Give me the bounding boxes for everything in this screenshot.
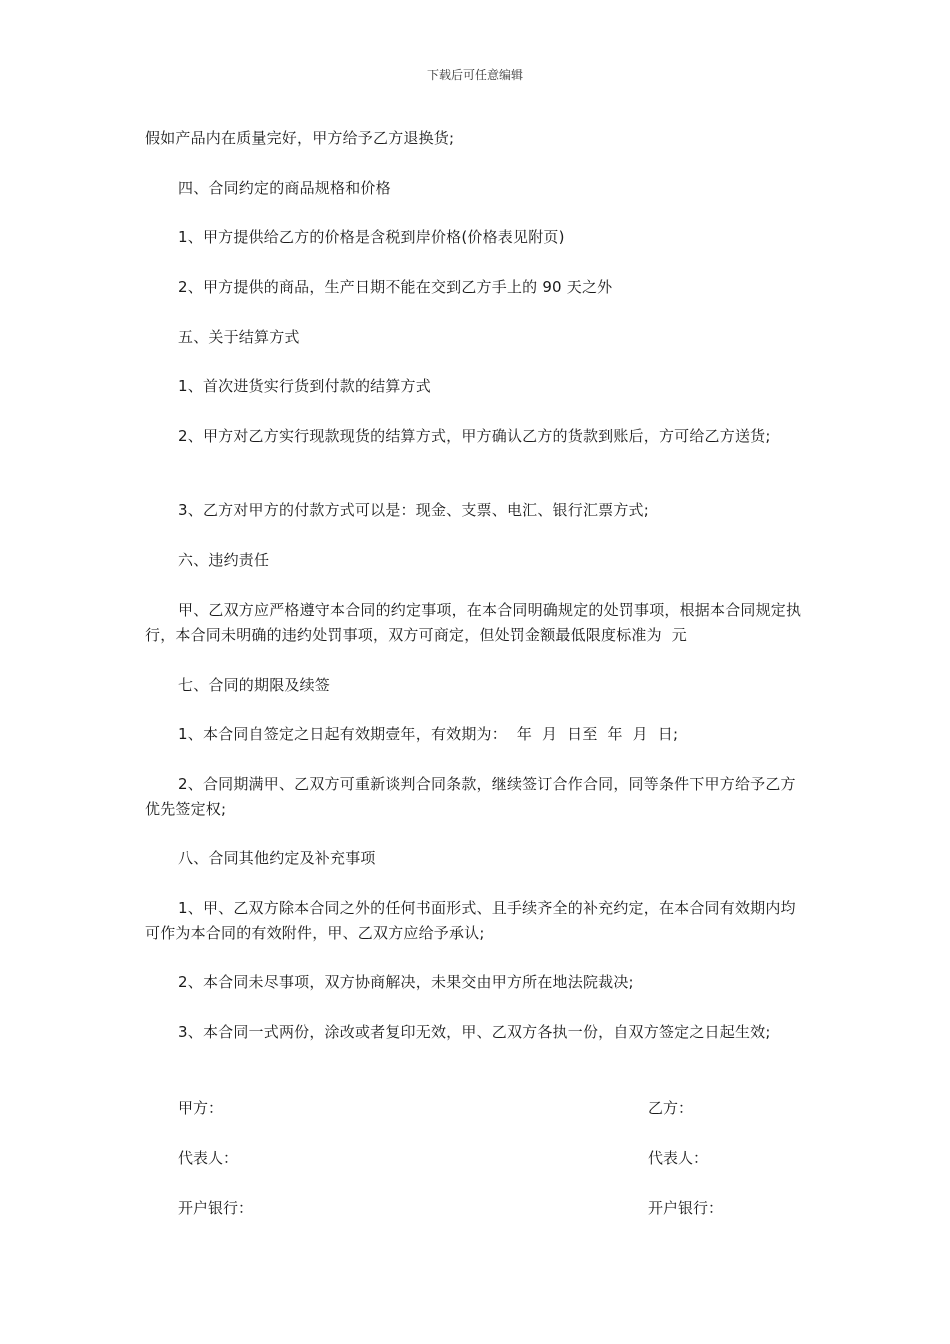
clause-6-body: 甲、乙双方应严格遵守本合同的约定事项，在本合同明确规定的处罚事项，根据本合同规定执行，本合同未明确的违约处罚事项，双方可商定，但处罚金额最低限度标准为 元	[145, 601, 802, 644]
section-heading-7: 七、合同的期限及续签	[178, 676, 331, 694]
clause-4-1: 1、甲方提供给乙方的价格是含税到岸价格(价格表见附页)	[178, 228, 565, 246]
clause-5-3: 3、乙方对甲方的付款方式可以是：现金、支票、电汇、银行汇票方式;	[178, 501, 650, 519]
clause-4-2: 2、甲方提供的商品，生产日期不能在交到乙方手上的 90 天之外	[178, 278, 613, 296]
page-header: 下载后可任意编辑	[426, 68, 523, 82]
clause-5-2: 2、甲方对乙方实行现款现货的结算方式，甲方确认乙方的货款到账后，方可给乙方送货;	[178, 427, 771, 445]
clause-5-1: 1、首次进货实行货到付款的结算方式	[178, 377, 431, 395]
section-heading-6: 六、违约责任	[178, 551, 270, 569]
section-heading-4: 四、合同约定的商品规格和价格	[178, 179, 391, 197]
representative-b-label: 代表人：	[648, 1149, 709, 1167]
clause-8-3: 3、本合同一式两份，涂改或者复印无效，甲、乙双方各执一份，自双方签定之日起生效;	[178, 1023, 771, 1041]
party-b-label: 乙方：	[648, 1099, 694, 1117]
clause-7-1: 1、本合同自签定之日起有效期壹年，有效期为： 年 月 日至 年 月 日;	[178, 725, 679, 743]
party-a-label: 甲方：	[178, 1099, 224, 1117]
bank-b-label: 开户银行：	[648, 1199, 724, 1217]
clause-8-1: 1、甲、乙双方除本合同之外的任何书面形式、且手续齐全的补充约定，在本合同有效期内均可作为本合同的有效附件，甲、乙双方应给予承认;	[145, 899, 796, 942]
section-heading-5: 五、关于结算方式	[178, 328, 300, 346]
bank-a-label: 开户银行：	[178, 1199, 254, 1217]
clause-8-2: 2、本合同未尽事项，双方协商解决，未果交由甲方所在地法院裁决;	[178, 973, 634, 991]
section-heading-8: 八、合同其他约定及补充事项	[178, 849, 376, 867]
clause-7-2: 2、合同期满甲、乙双方可重新谈判合同条款，继续签订合作合同，同等条件下甲方给予乙方优先签定权;	[145, 775, 796, 818]
paragraph-return-policy: 假如产品内在质量完好，甲方给予乙方退换货;	[145, 129, 455, 147]
representative-a-label: 代表人：	[178, 1149, 239, 1167]
